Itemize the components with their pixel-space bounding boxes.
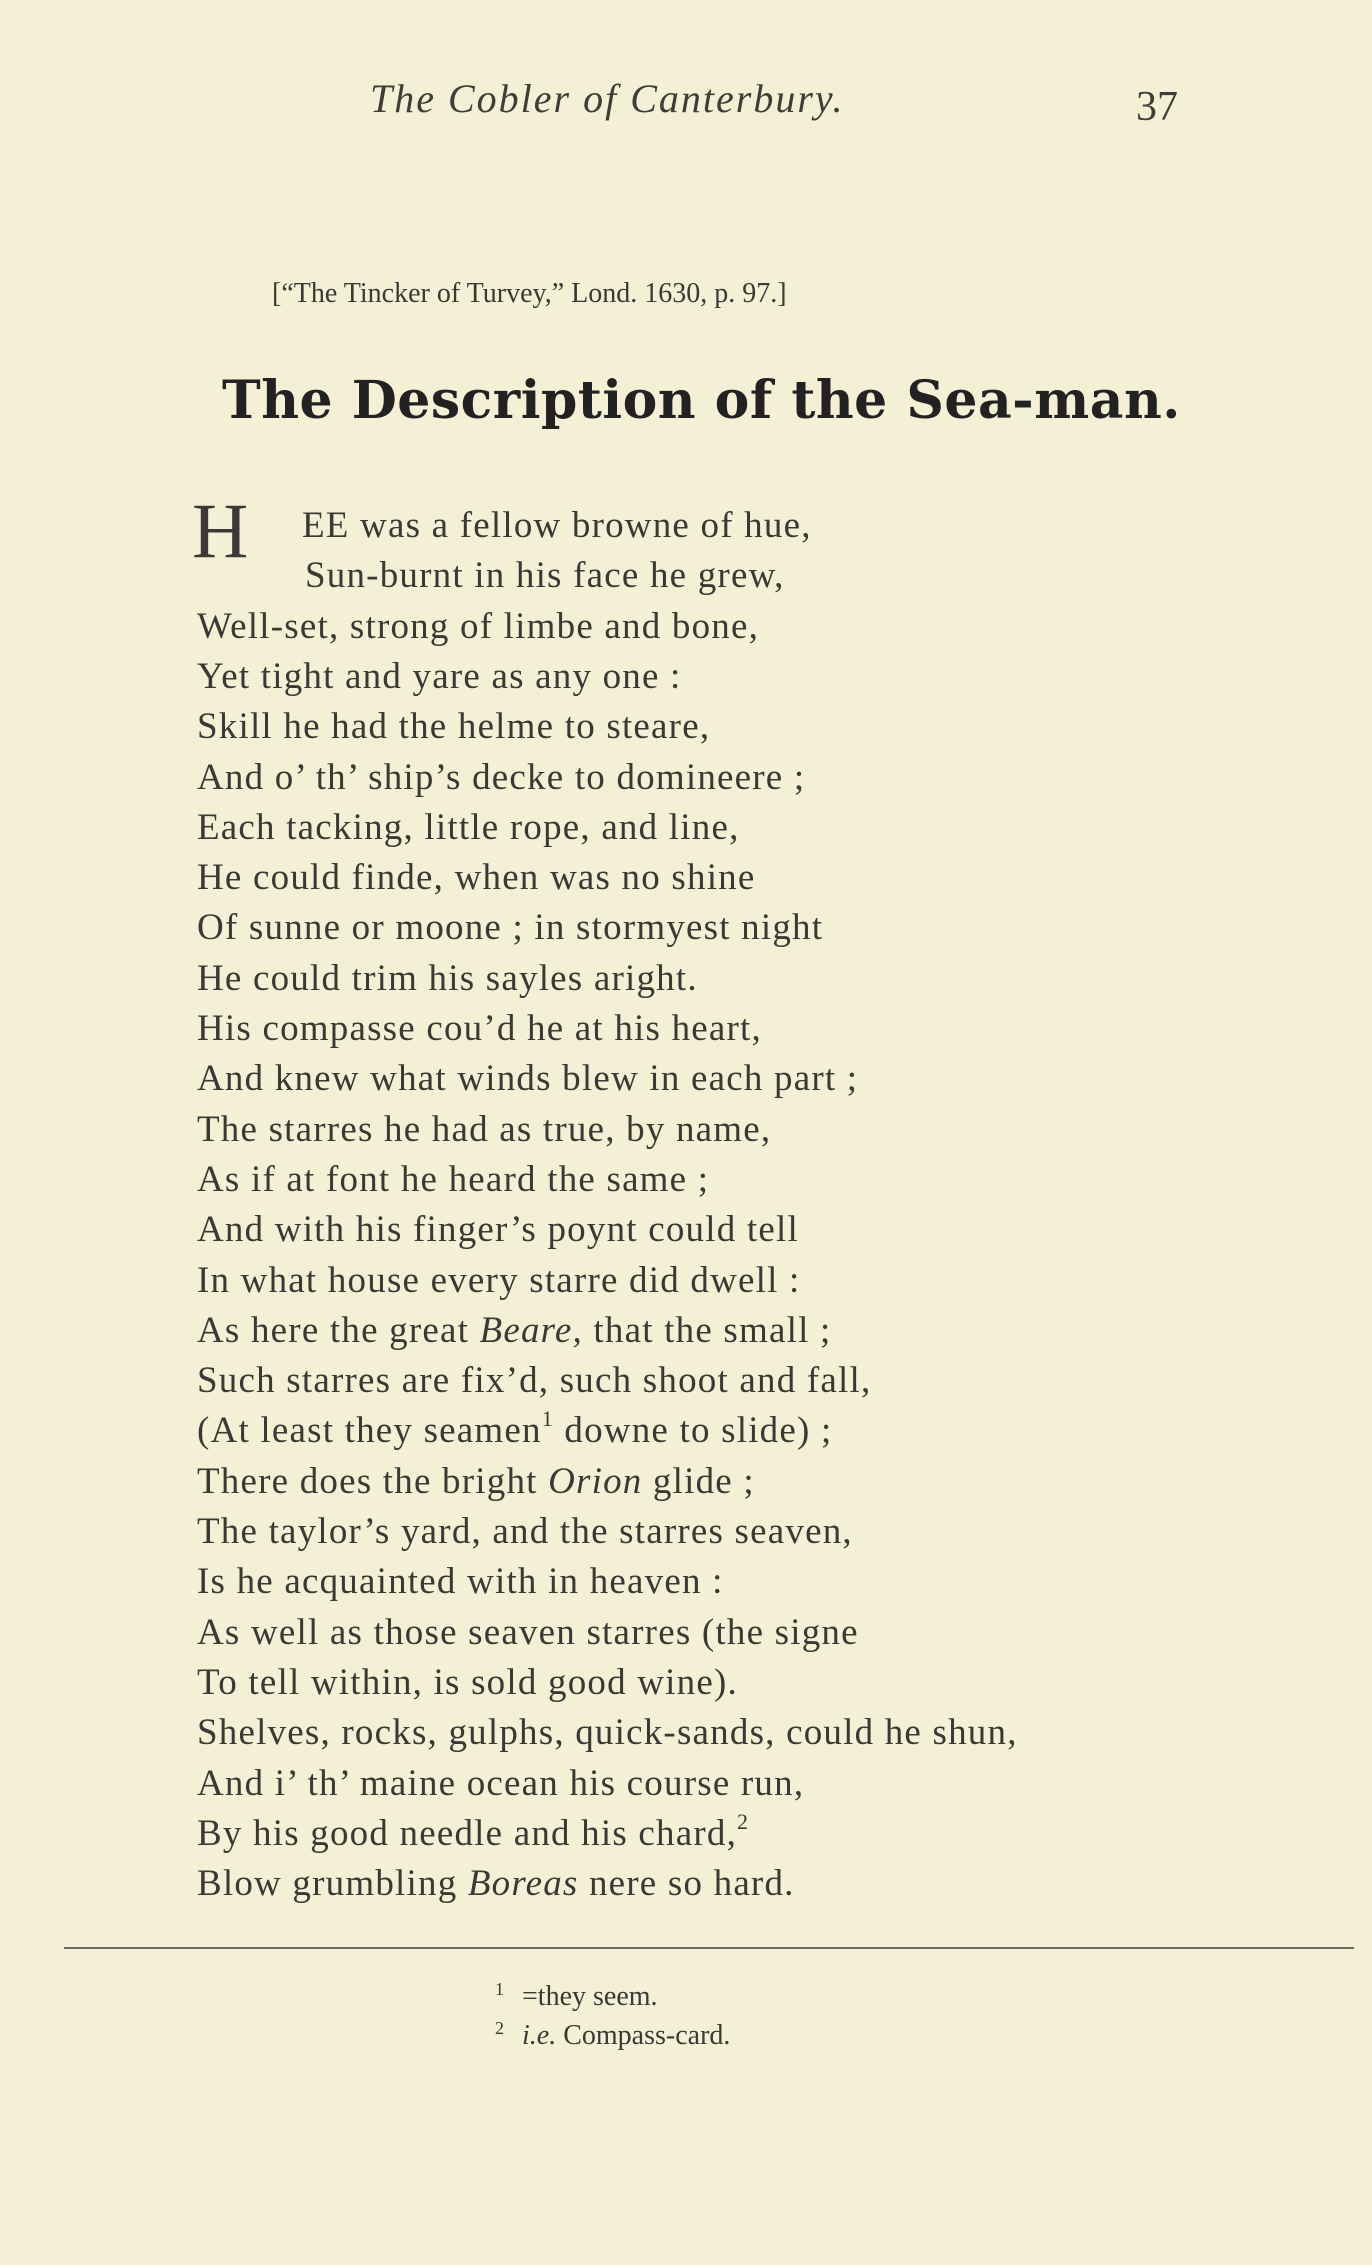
- poem-line: [197, 1262, 801, 1299]
- poem-line: [197, 1513, 853, 1550]
- poem-line-text: (At least they seamen: [197, 1410, 542, 1451]
- poem-line: [197, 1060, 858, 1097]
- poem-title: The Description of the Sea-man.: [222, 370, 1181, 431]
- poem-line-text: Such starres are fix’d, such shoot and fall,: [197, 1360, 872, 1401]
- poem-line-text: downe to slide) ;: [553, 1410, 833, 1451]
- running-head-title: The Cobler of Canterbury.: [370, 76, 845, 121]
- poem-line: [197, 1010, 762, 1047]
- poem-line: [197, 1765, 804, 1802]
- poem-line: [197, 1161, 709, 1198]
- poem-line-text: And i’ th’ maine ocean his course run,: [197, 1763, 805, 1804]
- poem-line: [305, 557, 785, 594]
- poem-line: [197, 1614, 859, 1651]
- poem-line-text: The starres he had as true, by name,: [197, 1109, 772, 1150]
- poem-line-text: He could finde, when was no shine: [197, 857, 756, 898]
- footnote-1: [495, 1981, 658, 2013]
- poem-line: [197, 960, 698, 997]
- poem-line-italic: Orion: [548, 1461, 643, 1502]
- poem-line: [197, 708, 710, 745]
- poem-line: [197, 1563, 724, 1600]
- poem-line-text: His compasse cou’d he at his heart,: [197, 1008, 762, 1049]
- poem-line-text: As here the great: [197, 1310, 480, 1351]
- poem-line: [197, 1406, 833, 1451]
- poem-line-italic: Boreas: [467, 1863, 579, 1904]
- poem-line-text: Each tacking, little rope, and line,: [197, 807, 740, 848]
- poem-line: [302, 507, 812, 544]
- poem-line: [197, 909, 823, 946]
- poem-line-text: that the small ;: [582, 1310, 832, 1351]
- source-note: [“The Tincker of Turvey,” Lond. 1630, p. 97.]: [272, 278, 787, 309]
- footnote-mark: 1: [495, 1979, 504, 1999]
- poem-line-text: Sun-burnt in his face he grew,: [305, 555, 785, 596]
- poem-line-text: By his good needle and his chard,: [197, 1813, 738, 1854]
- poem-line-italic: Beare,: [479, 1310, 583, 1351]
- poem-line-text: In what house every starre did dwell :: [197, 1260, 801, 1301]
- poem-line-text: And with his finger’s poynt could tell: [197, 1209, 799, 1250]
- footnote-abbrev: i.e.: [522, 2020, 557, 2051]
- poem-line: [197, 1312, 832, 1349]
- poem-line: [197, 658, 682, 695]
- poem-line-text: Well-set, strong of limbe and bone,: [197, 606, 760, 647]
- poem-line-text: The taylor’s yard, and the starres seaven,: [197, 1511, 853, 1552]
- footnote-mark: 2: [495, 2018, 504, 2038]
- poem-line: [197, 759, 805, 796]
- poem-line-text: Yet tight and yare as any one :: [197, 656, 682, 697]
- poem-line-text: Is he acquainted with in heaven :: [197, 1561, 724, 1602]
- poem-line-text: As if at font he heard the same ;: [197, 1159, 710, 1200]
- poem-line-text: nere so hard.: [578, 1863, 795, 1904]
- poem-line-text: Blow grumbling: [197, 1863, 468, 1904]
- poem-line: [197, 809, 740, 846]
- poem-line: [197, 1865, 795, 1902]
- drop-cap: H: [192, 487, 249, 574]
- poem-line-text: He could trim his sayles aright.: [197, 958, 698, 999]
- poem-line: [197, 1463, 755, 1500]
- footnote-text: =they seem.: [522, 1981, 658, 2012]
- poem-line-text: Of sunne or moone ; in stormyest night: [197, 907, 824, 948]
- footnote-text: Compass-card.: [556, 2020, 731, 2051]
- poem-line: [197, 1111, 771, 1148]
- poem-line-text: There does the bright: [197, 1461, 549, 1502]
- footnote-reference: 1: [541, 1406, 554, 1431]
- poem-line: [197, 1714, 1018, 1751]
- poem-line-text: And o’ th’ ship’s decke to domineere ;: [197, 757, 806, 798]
- poem-line-text: As well as those seaven starres (the signe: [197, 1612, 859, 1653]
- poem-line-text: And knew what winds blew in each part ;: [197, 1058, 859, 1099]
- poem-line: [197, 1362, 871, 1399]
- poem-line: [197, 1664, 738, 1701]
- poem-line: [197, 1809, 750, 1854]
- footnote-2: [495, 2020, 730, 2052]
- footnote-divider: [64, 1947, 1354, 1949]
- poem-line: [197, 1211, 799, 1248]
- poem-line: [197, 859, 756, 896]
- poem-line-text: EE was a fellow browne of hue,: [302, 505, 812, 546]
- poem-line-text: glide ;: [642, 1461, 755, 1502]
- poem-line: [197, 608, 759, 645]
- footnote-reference: 2: [737, 1809, 750, 1834]
- poem-line-text: Shelves, rocks, gulphs, quick-sands, could he shun,: [197, 1712, 1018, 1753]
- poem-line-text: Skill he had the helme to steare,: [197, 706, 711, 747]
- poem-line-text: To tell within, is sold good wine).: [197, 1662, 738, 1703]
- page-number: 37: [1136, 84, 1178, 130]
